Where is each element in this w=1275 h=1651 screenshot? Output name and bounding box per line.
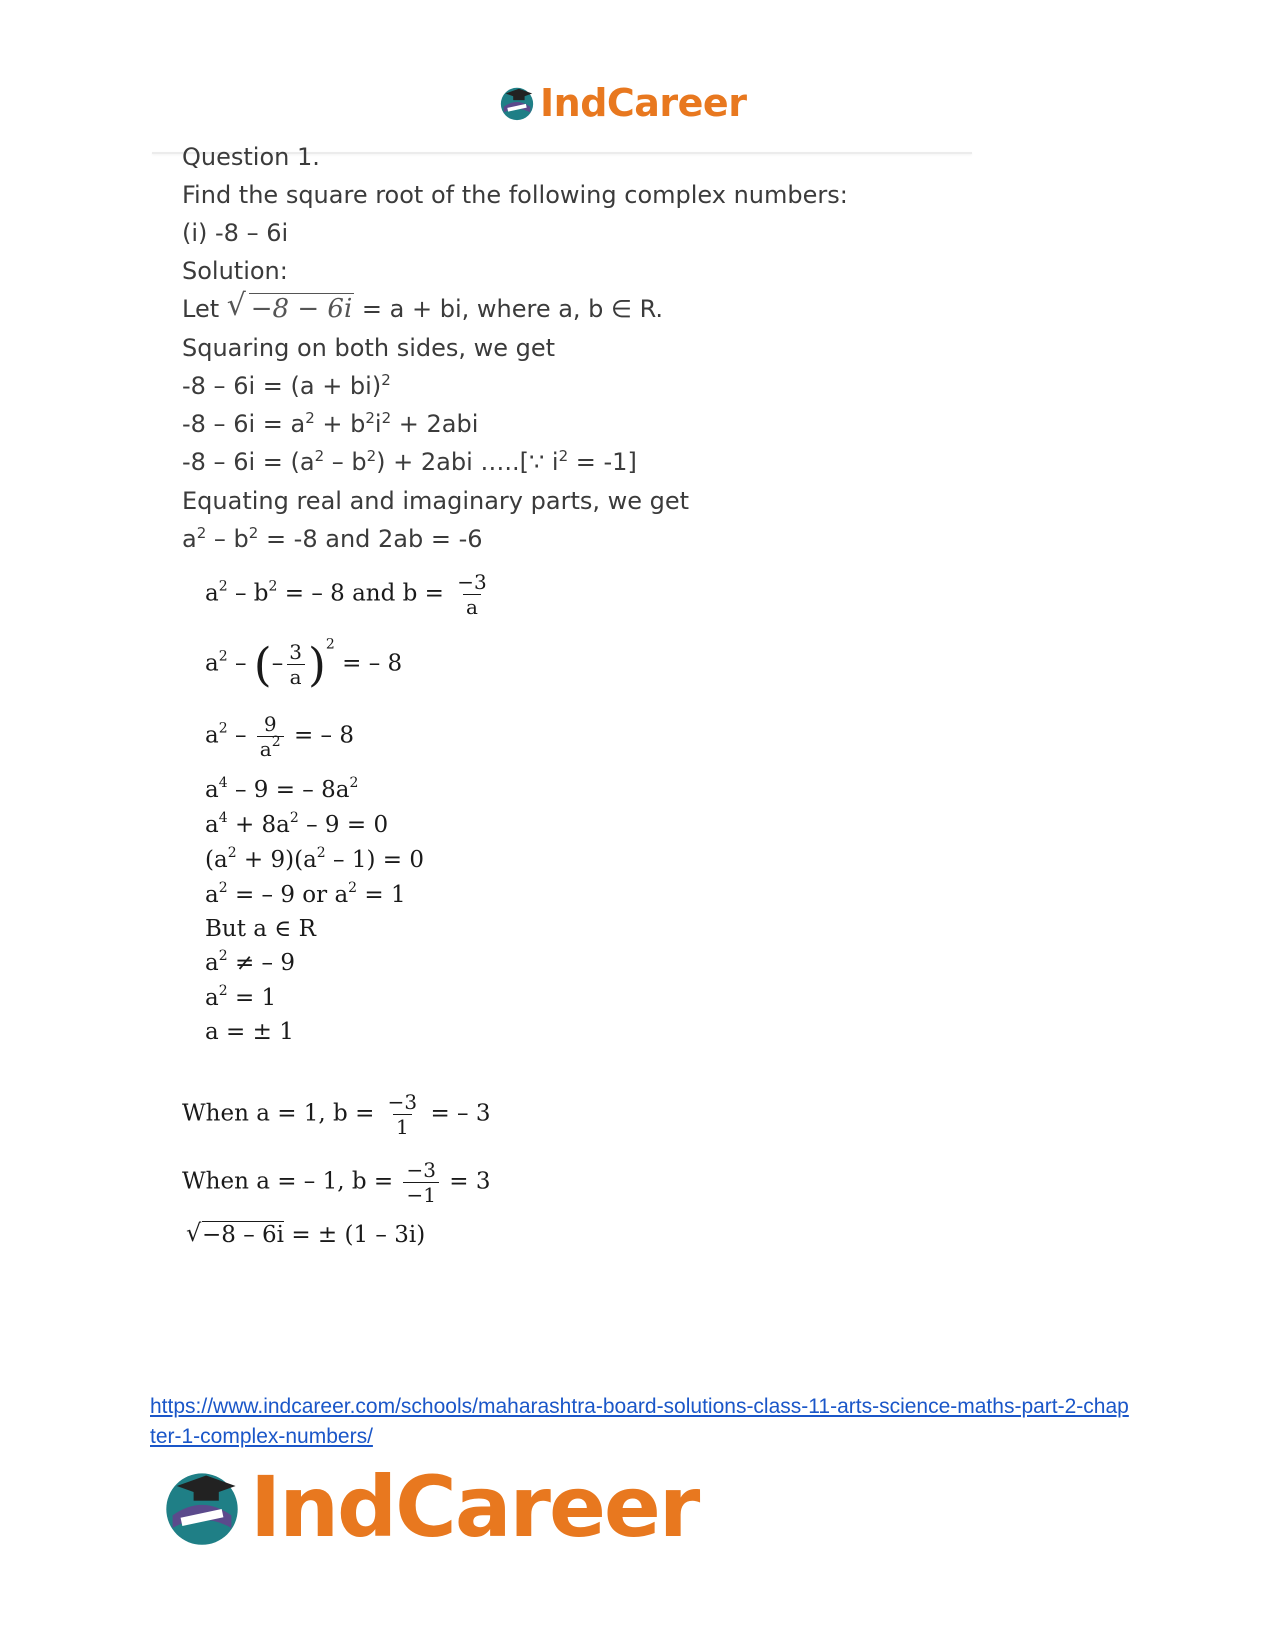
let-prefix: Let — [182, 295, 220, 323]
math-step-9: $a^2$ ≠ – 9 — [205, 948, 295, 976]
fraction: $\frac{-3}{a}$ — [457, 570, 487, 619]
fraction: $\frac{-3}{1}$ — [387, 1090, 418, 1139]
equation-1: -8 – 6i = (a + bi)$^2$ — [182, 371, 391, 400]
question-heading: Question 1. — [182, 143, 320, 171]
equation-4: $a^2 - b^2 = -8$ and 2ab = -6 — [182, 524, 483, 553]
math-step-10: $a^2 = 1$ — [205, 983, 277, 1011]
equating-text: Equating real and imaginary parts, we get — [182, 487, 690, 515]
let-statement — [182, 294, 663, 324]
math-step-3: $a^2$ – $\frac{9}{a^2}$ = – 8 — [205, 712, 354, 761]
header-logo — [498, 80, 746, 126]
final-answer: √ −8 – 6i = ± (1 – 3i) — [186, 1220, 425, 1250]
question-part: (i) -8 – 6i — [182, 219, 289, 247]
math-step-4: $a^4 - 9$ = – $8a^2$ — [205, 775, 359, 803]
sqrt-expression — [227, 294, 355, 324]
math-step-2: $a^2$ – (– $\frac{3}{a}$ )$^2$ = – 8 — [205, 636, 403, 692]
when-a-equals-1: When a = 1, b = $\frac{-3}{1}$ = – 3 — [182, 1090, 491, 1139]
math-step-7: $a^2$ = – 9 or $a^2 = 1$ — [205, 880, 406, 908]
math-step-1: $a^2 - b^2$ = – 8 and b = $\frac{-3}{a}$ — [205, 570, 493, 619]
footer-logo — [160, 1458, 699, 1556]
sqrt-expression: √ −8 – 6i — [186, 1220, 284, 1250]
when-a-equals-minus-1: When a = – 1, b = $\frac{-3}{-1}$ = 3 — [182, 1158, 491, 1207]
sqrt-radicand: −8 − 6i — [250, 294, 353, 324]
globe-graduate-icon — [498, 84, 536, 122]
source-url-link[interactable]: https://www.indcareer.com/schools/maharashtra-board-solutions-class-11-arts-science-maths-part-2-chapter-1-complex-numbers/ — [150, 1395, 1129, 1448]
let-suffix: = a + bi, where a, b ∈ R. — [361, 295, 664, 323]
question-prompt: Find the square root of the following complex numbers: — [182, 181, 848, 209]
equation-3: $-8 - 6i = (a^2 - b^2) + 2abi$ …..[∵ $i^2 = -1$] — [182, 447, 637, 476]
solution-label: Solution: — [182, 257, 288, 285]
fraction: $\frac{-3}{-1}$ — [403, 1158, 438, 1207]
equation-2: $-8 - 6i = a^2 + b^2i^2 + 2abi$ — [182, 409, 479, 438]
squaring-text: Squaring on both sides, we get — [182, 334, 556, 362]
math-step-5: $a^4 + 8a^2 - 9 = 0$ — [205, 810, 389, 838]
brand-wordmark: IndCareer — [540, 81, 747, 125]
fraction: $\frac{9}{a^2}$ — [257, 712, 284, 761]
math-step-8: But a ∈ R — [205, 916, 316, 942]
globe-graduate-icon — [160, 1465, 244, 1549]
math-step-11: a = ± 1 — [205, 1019, 294, 1045]
brand-wordmark: IndCareer — [250, 1458, 699, 1556]
fraction: $\frac{3}{a}$ — [286, 640, 305, 689]
math-step-6: $(a^2 + 9)(a^2 - 1) = 0$ — [205, 845, 424, 873]
